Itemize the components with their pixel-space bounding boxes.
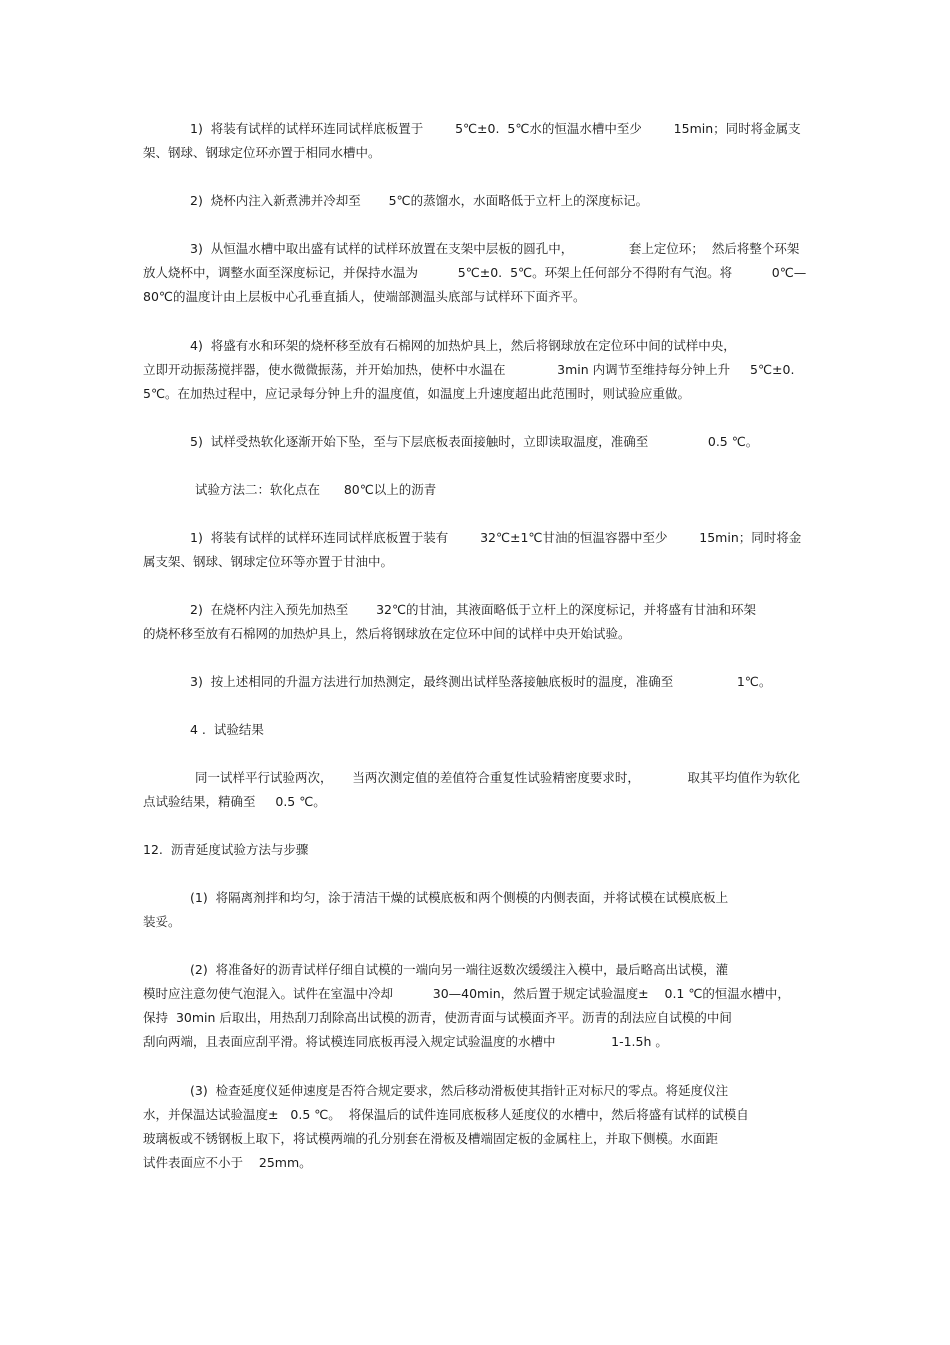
paragraph-line: 架、钢球、钢球定位环亦置于相同水槽中。 <box>143 145 381 160</box>
paragraph-line: (2) 将准备好的沥青试样仔细自试模的一端向另一端往返数次缓缓注入模中，最后略高出试模，灌 <box>190 962 729 977</box>
paragraph-line: 1) 将装有试样的试样环连同试样底板置于装有 32℃±1℃甘油的恒温容器中至少 15min；同时将金 <box>190 530 802 545</box>
paragraph-line: (1) 将隔离剂拌和均匀，涂于清洁干燥的试模底板和两个侧模的内侧表面，并将试模在试模底板上 <box>190 890 729 905</box>
paragraph-line: 放人烧杯中，调整水面至深度标记，并保持水温为 5℃±0. 5℃。环架上任何部分不得附有气泡。将 0℃— <box>143 265 807 280</box>
paragraph-line: 模时应注意勿使气泡混入。试件在室温中冷却 30—40min，然后置于规定试验温度± 0.1 ℃的恒温水槽中， <box>143 986 790 1001</box>
paragraph-line: 1) 将装有试样的试样环连同试样底板置于 5℃±0. 5℃水的恒温水槽中至少 15min；同时将金属支 <box>190 121 801 136</box>
paragraph-line: 的烧杯移至放有石棉网的加热炉具上，然后将钢球放在定位环中间的试样中央开始试验。 <box>143 626 631 641</box>
paragraph-line: 同一试样平行试验两次， 当两次测定值的差值符合重复性试验精密度要求时， 取其平均值作为软化 <box>195 770 801 785</box>
paragraph-line: 水，并保温达试验温度± 0.5 ℃。 将保温后的试件连同底板移人延度仪的水槽中，然后将盛有试样的试模自 <box>143 1107 749 1122</box>
paragraph-line: (3) 检查延度仪延伸速度是否符合规定要求，然后移动滑板使其指针正对标尺的零点。将延度仪注 <box>190 1083 729 1098</box>
paragraph-line: 刮向两端，且表面应刮平滑。将试模连同底板再浸入规定试验温度的水槽中 1-1.5h 。 <box>143 1034 668 1049</box>
section-heading: 4 . 试验结果 <box>190 722 264 737</box>
paragraph-line: 装妥。 <box>143 914 181 929</box>
paragraph-line: 3) 按上述相同的升温方法进行加热测定，最终测出试样坠落接触底板时的温度，准确至 1℃。 <box>190 674 772 689</box>
paragraph-line: 试件表面应不小于 25mm。 <box>143 1155 312 1170</box>
paragraph-line: 属支架、钢球、钢球定位环等亦置于甘油中。 <box>143 554 394 569</box>
section-heading: 试验方法二：软化点在 80℃以上的沥青 <box>195 482 437 497</box>
paragraph-line: 5℃。在加热过程中，应记录每分钟上升的温度值，如温度上升速度超出此范围时，则试验应重做。 <box>143 386 690 401</box>
section-heading: 12. 沥青延度试验方法与步骤 <box>143 842 309 857</box>
paragraph-line: 保持 30min 后取出，用热刮刀刮除高出试模的沥青，使沥青面与试模面齐平。沥青的刮法应自试模的中间 <box>143 1010 732 1025</box>
paragraph-line: 4) 将盛有水和环架的烧杯移至放有石棉网的加热炉具上，然后将钢球放在定位环中间的试样中央， <box>190 338 736 353</box>
paragraph-line: 3) 从恒温水槽中取出盛有试样的试样环放置在支架中层板的圆孔中， 套上定位环； 然后将整个环架 <box>190 241 800 256</box>
paragraph-line: 80℃的温度计由上层板中心孔垂直插人，使端部测温头底部与试样环下面齐平。 <box>143 289 586 304</box>
paragraph-line: 2) 在烧杯内注入预先加热至 32℃的甘油，其液面略低于立杆上的深度标记，并将盛有甘油和环架 <box>190 602 757 617</box>
paragraph-line: 点试验结果，精确至 0.5 ℃。 <box>143 794 326 809</box>
paragraph-line: 2) 烧杯内注入新煮沸并冷却至 5℃的蒸馏水，水面略低于立杆上的深度标记。 <box>190 193 649 208</box>
paragraph-line: 5) 试样受热软化逐渐开始下坠，至与下层底板表面接触时，立即读取温度，准确至 0.5 ℃。 <box>190 434 759 449</box>
paragraph-line: 玻璃板或不锈钢板上取下，将试模两端的孔分别套在滑板及槽端固定板的金属柱上，并取下侧模。水面距 <box>143 1131 719 1146</box>
paragraph-line: 立即开动振荡搅拌器，使水微微振荡，并开始加热，使杯中水温在 3min 内调节至维持每分钟上升 5℃±0. <box>143 362 795 377</box>
